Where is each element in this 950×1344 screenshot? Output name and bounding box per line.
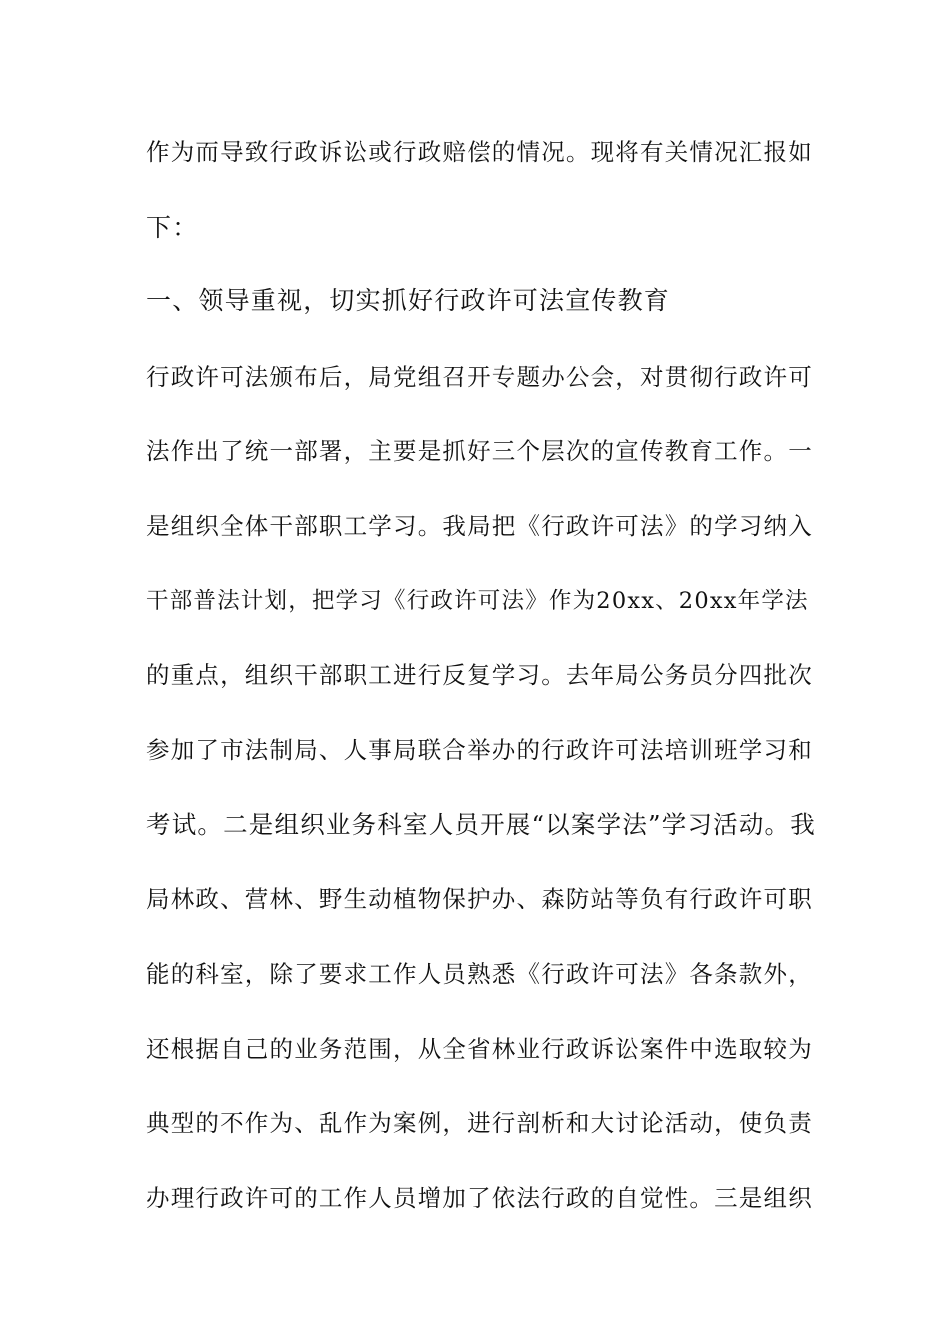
text-line: 作为而导致行政诉讼或行政赔偿的情况。现将有关情况汇报如 <box>146 138 813 166</box>
text-line: 法作出了统一部署，主要是抓好三个层次的宣传教育工作。一 <box>146 437 813 465</box>
text-line: 考试。二是组织业务科室人员开展“以案学法”学习活动。我 <box>146 810 816 839</box>
text-line: 的重点，组织干部职工进行反复学习。去年局公务员分四批次 <box>146 661 813 689</box>
text-line: 局林政、营林、野生动植物保护办、森防站等负有行政许可职 <box>146 885 813 913</box>
text-line: 下： <box>146 213 199 242</box>
section-heading: 一、领导重视，切实抓好行政许可法宣传教育 <box>146 286 671 315</box>
text-line: 行政许可法颁布后，局党组召开专题办公会，对贯彻行政许可 <box>146 363 813 391</box>
text-line: 是组织全体干部职工学习。我局把《行政许可法》的学习纳入 <box>146 512 813 540</box>
text-line: 干部普法计划，把学习《行政许可法》作为20xx、20xx年学法 <box>146 588 809 614</box>
text-line: 能的科室，除了要求工作人员熟悉《行政许可法》各条款外， <box>146 960 813 988</box>
text-line: 参加了市法制局、人事局联合举办的行政许可法培训班学习和 <box>146 736 813 764</box>
text-line: 办理行政许可的工作人员增加了依法行政的自觉性。三是组织 <box>146 1184 813 1212</box>
text-line: 还根据自己的业务范围，从全省林业行政诉讼案件中选取较为 <box>146 1035 813 1063</box>
text-line: 典型的不作为、乱作为案例，进行剖析和大讨论活动，使负责 <box>146 1109 813 1137</box>
